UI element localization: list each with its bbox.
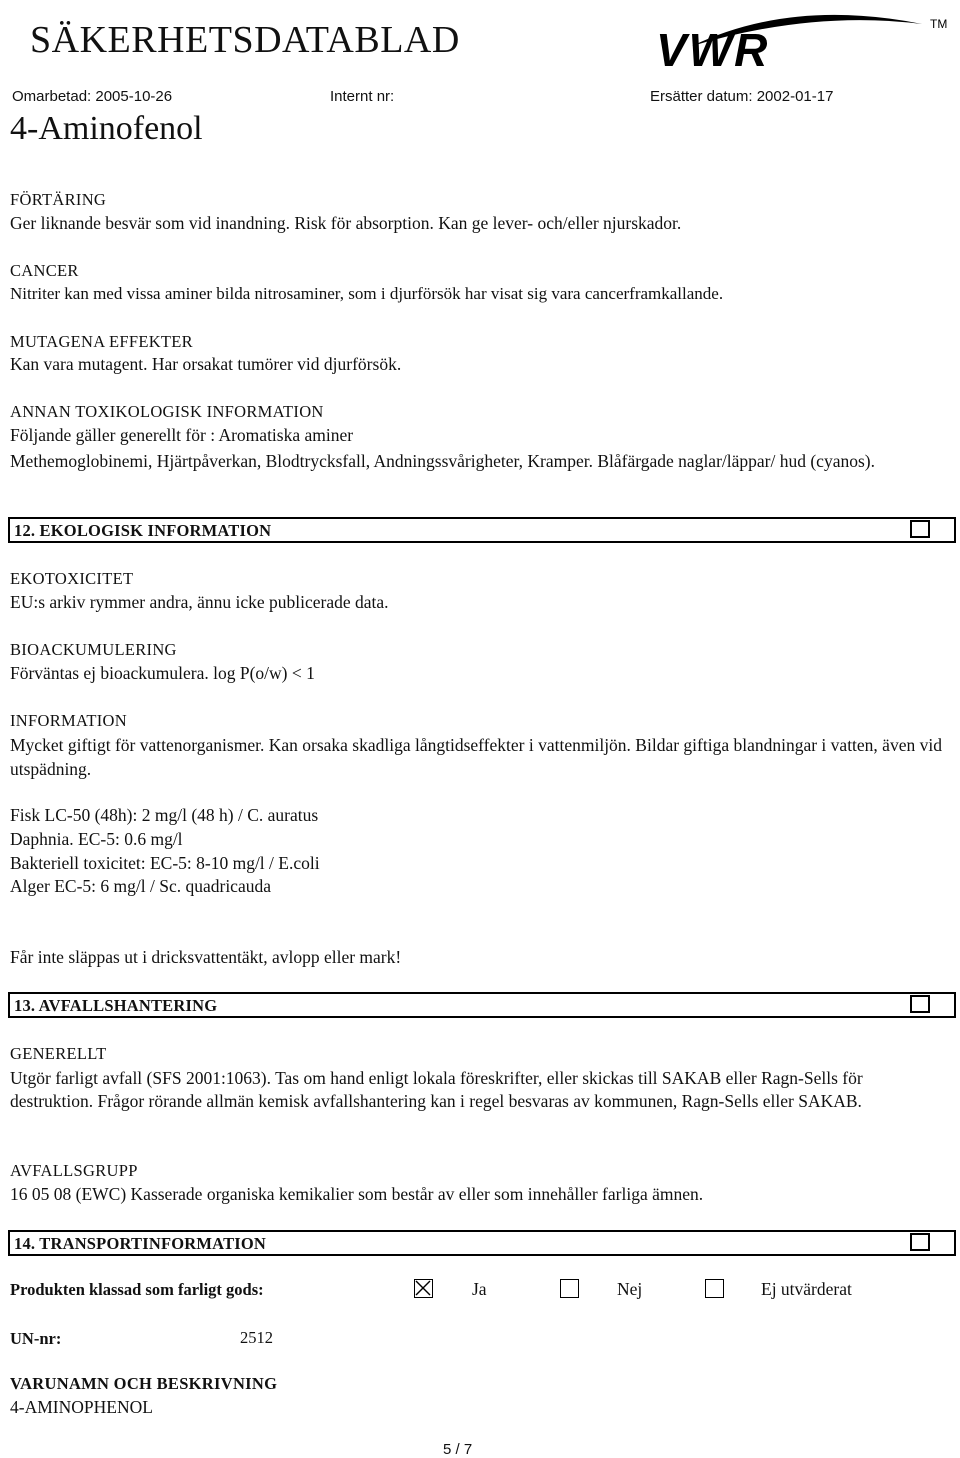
replaces-date: Ersätter datum: 2002-01-17 <box>650 88 834 105</box>
section-13-bar <box>8 992 956 1018</box>
section-12-box <box>910 520 930 538</box>
other-tox-text-2: Methemoglobinemi, Hjärtpåverkan, Blodtrycksfall, Andningssvårigheter, Kramper. Blåfärgade naglar/läppar/ hud (cyanos). <box>10 451 875 471</box>
section-14-bar <box>8 1230 956 1256</box>
bioacc-text: Förväntas ej bioackumulera. log P(o/w) < 1 <box>10 663 315 683</box>
un-number-label: UN-nr: <box>10 1329 62 1348</box>
section-12-bar <box>8 517 956 543</box>
cancer-heading: CANCER <box>10 261 79 280</box>
section-14-title: 14. TRANSPORTINFORMATION <box>14 1234 267 1253</box>
waste-group-heading: AVFALLSGRUPP <box>10 1161 138 1180</box>
tox-line: Alger EC-5: 6 mg/l / Sc. quadricauda <box>10 876 271 896</box>
waste-group-text: 16 05 08 (EWC) Kasserade organiska kemikalier som består av eller som innehåller farliga ämnen. <box>10 1184 704 1204</box>
checkbox-no[interactable] <box>560 1279 579 1298</box>
tox-line: Fisk LC-50 (48h): 2 mg/l (48 h) / C. auratus <box>10 805 319 825</box>
ecotox-text: EU:s arkiv rymmer andra, ännu icke publicerade data. <box>10 592 389 612</box>
mutagen-text: Kan vara mutagent. Har orsakat tumörer vid djurförsök. <box>10 354 402 374</box>
un-number-value: 2512 <box>240 1328 273 1347</box>
release-warning: Får inte släppas ut i dricksvattentäkt, avlopp eller mark! <box>10 947 402 967</box>
option-yes-label: Ja <box>472 1279 487 1299</box>
section-13-title: 13. AVFALLSHANTERING <box>14 996 218 1015</box>
shipping-name-heading: VARUNAMN OCH BESKRIVNING <box>10 1374 278 1393</box>
tox-line: Daphnia. EC-5: 0.6 mg/l <box>10 829 183 849</box>
tox-line: Bakteriell toxicitet: EC-5: 8-10 mg/l / E.coli <box>10 853 320 873</box>
internal-number: Internt nr: <box>330 88 395 105</box>
shipping-name-text: 4-AMINOPHENOL <box>10 1397 153 1417</box>
general-text: Utgör farligt avfall (SFS 2001:1063). Tas om hand enligt lokala föreskrifter, eller skickas till SAKAB eller Ragn-Sells för destruktion. Frågor rörande allmän kemisk avfallshantering kan i regel besvaras av kommunen, Ragn-Sells eller SAKAB. <box>10 1068 863 1111</box>
info-heading: INFORMATION <box>10 711 127 730</box>
ecotox-heading: EKOTOXICITET <box>10 569 134 588</box>
info-text: Mycket giftigt för vattenorganismer. Kan orsaka skadliga långtidseffekter i vattenmiljön. Bildar giftiga blandningar i vatten, även vid utspädning. <box>10 735 942 779</box>
section-13-box <box>910 995 930 1013</box>
bioacc-heading: BIOACKUMULERING <box>10 640 177 659</box>
checkbox-unassessed[interactable] <box>705 1279 724 1298</box>
ingestion-text: Ger liknande besvär som vid inandning. Risk för absorption. Kan ge lever- och/eller njurskador. <box>10 213 682 233</box>
product-name: 4-Aminofenol <box>10 110 203 147</box>
document-title: SÄKERHETSDATABLAD <box>30 19 460 61</box>
vwr-logo <box>652 6 952 81</box>
general-heading: GENERELLT <box>10 1044 107 1063</box>
mutagen-heading: MUTAGENA EFFEKTER <box>10 332 193 351</box>
svg-text:TM: TM <box>930 17 948 31</box>
checkbox-yes-checked[interactable] <box>414 1279 433 1298</box>
page-number: 5 / 7 <box>443 1441 473 1458</box>
revised-date: Omarbetad: 2005-10-26 <box>12 88 173 105</box>
section-12-title: 12. EKOLOGISK INFORMATION <box>14 521 272 540</box>
other-tox-heading: ANNAN TOXIKOLOGISK INFORMATION <box>10 402 324 421</box>
dangerous-goods-label: Produkten klassad som farligt gods: <box>10 1280 264 1299</box>
svg-text:VWR: VWR <box>656 24 770 76</box>
cross-mark-icon <box>415 1280 431 1296</box>
other-tox-text-1: Följande gäller generellt för : Aromatiska aminer <box>10 425 354 445</box>
section-14-box <box>910 1233 930 1251</box>
option-unassessed-label: Ej utvärderat <box>761 1279 852 1299</box>
cancer-text: Nitriter kan med vissa aminer bilda nitrosaminer, som i djurförsök har visat sig vara cancerframkallande. <box>10 284 724 303</box>
option-no-label: Nej <box>617 1279 643 1299</box>
ingestion-heading: FÖRTÄRING <box>10 190 107 209</box>
